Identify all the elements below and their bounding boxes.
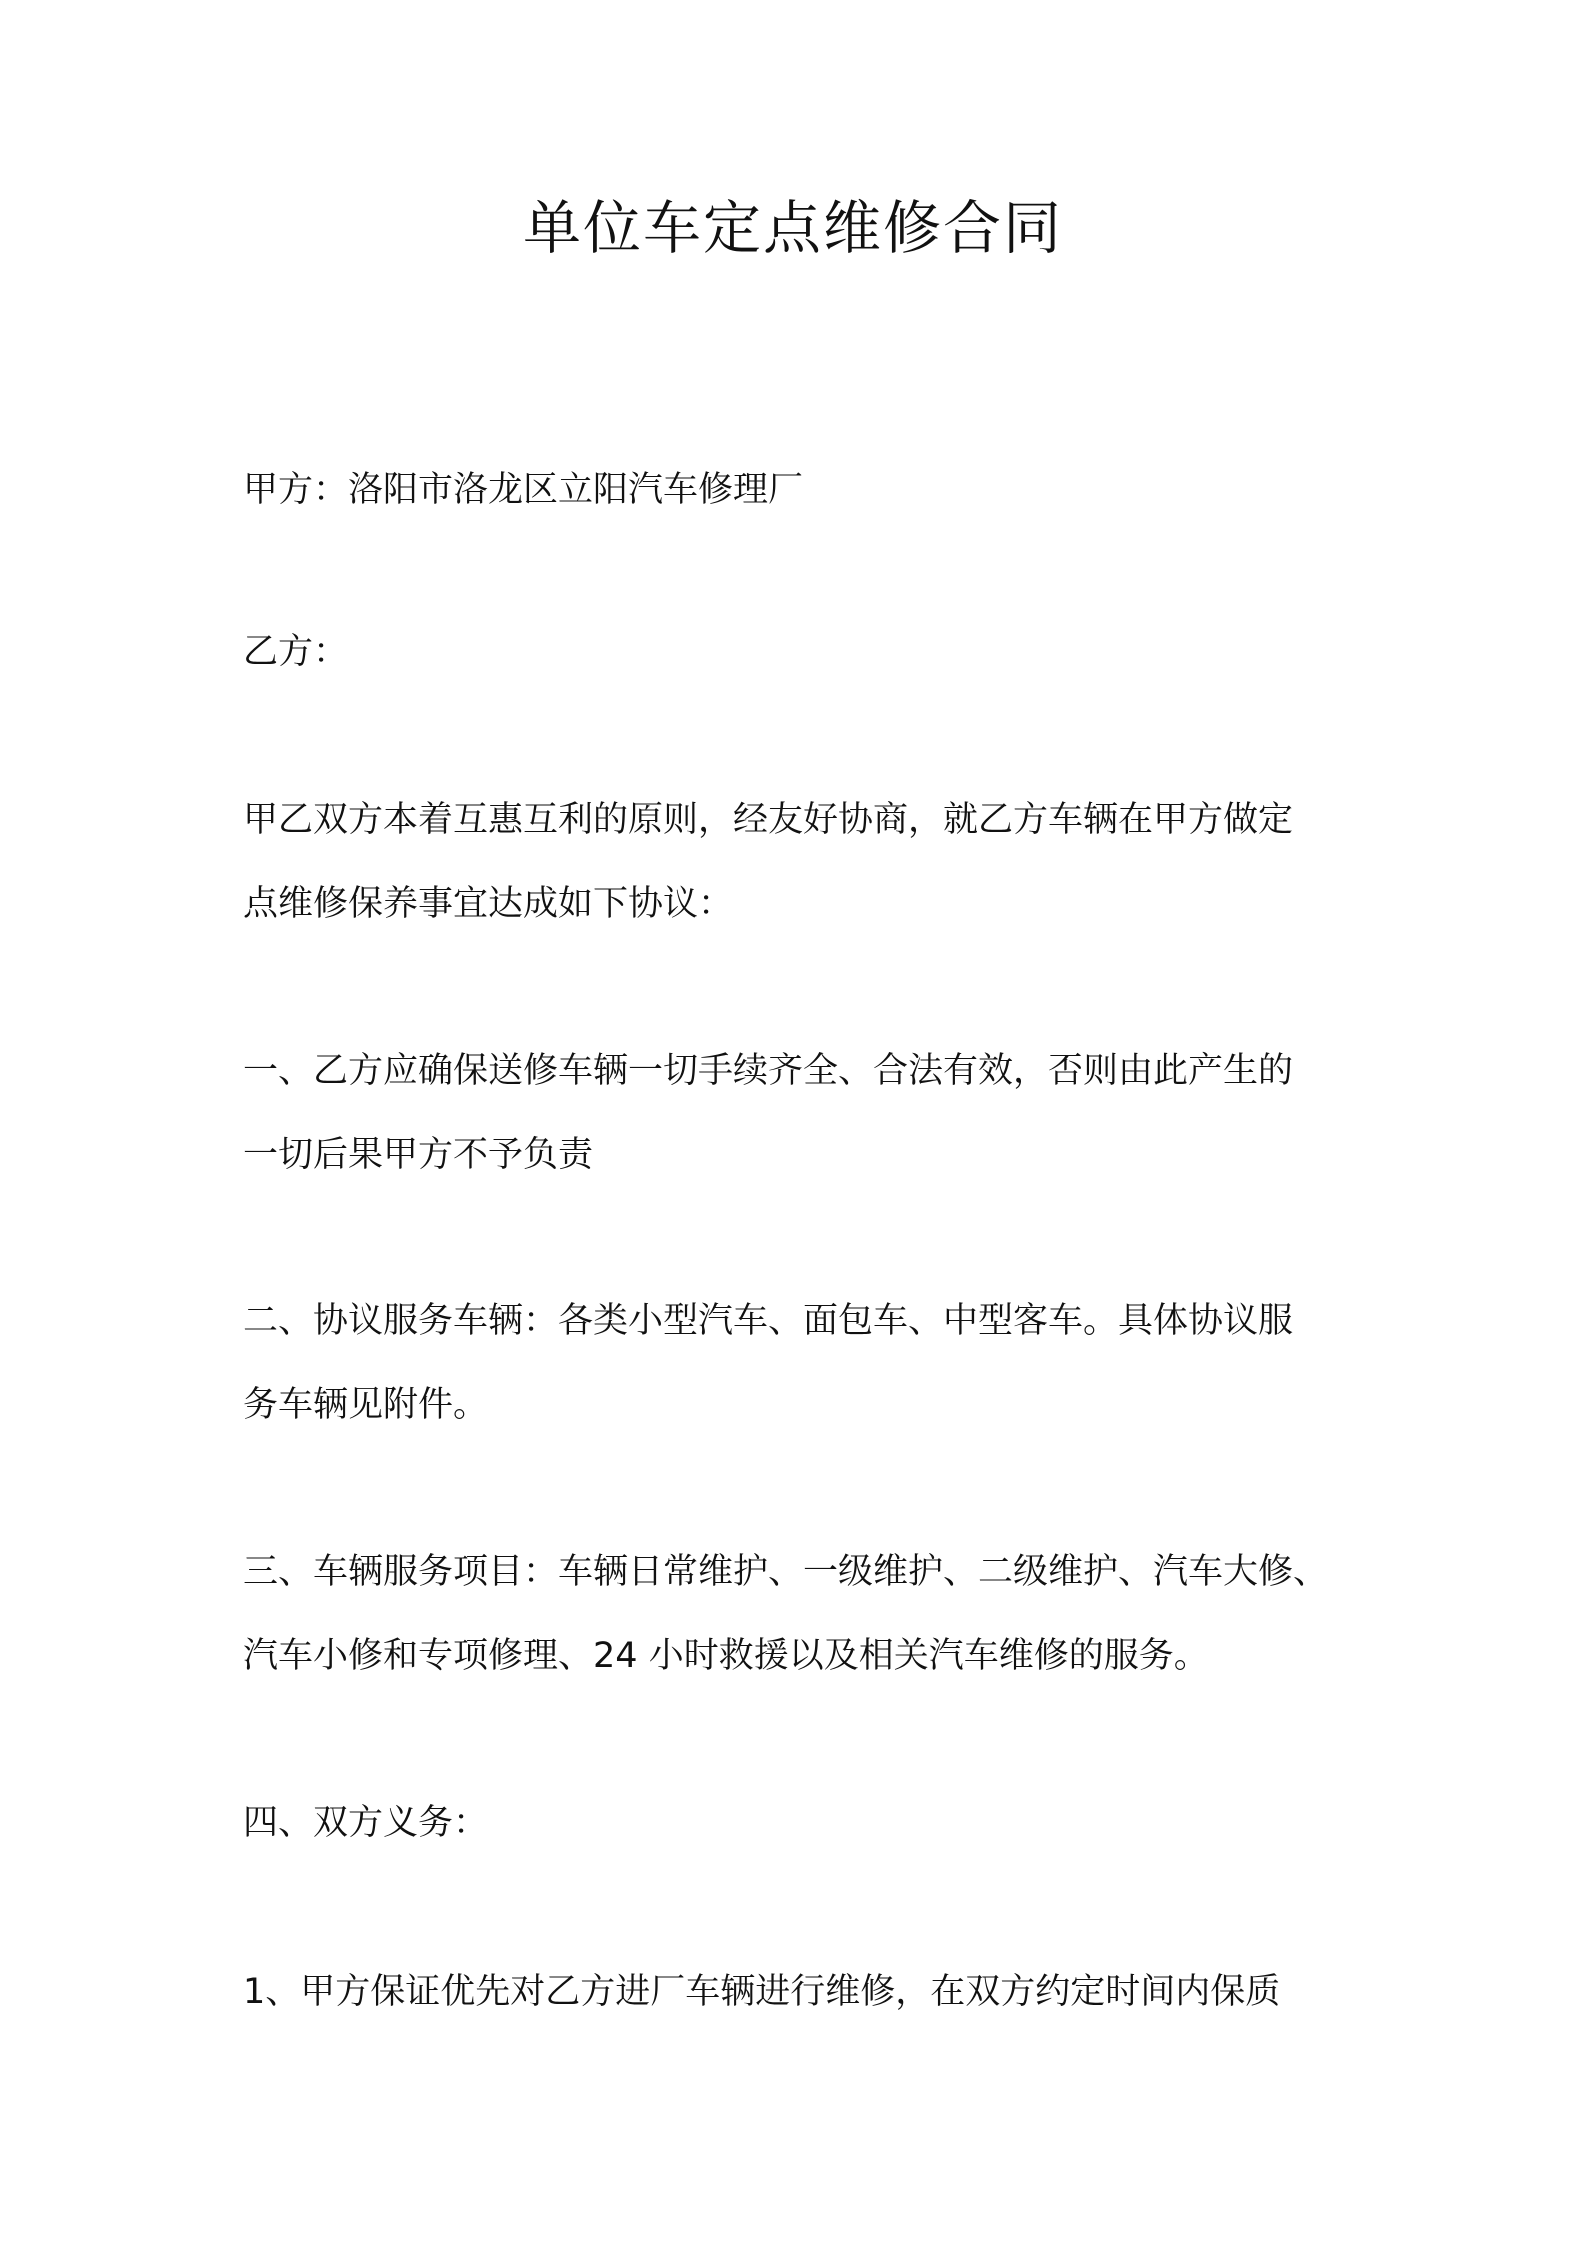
intro-paragraph [243, 778, 1383, 946]
party-b [243, 610, 1383, 694]
clause-4-heading-text: 四、双方义务： [243, 1803, 489, 1843]
clause-3-line-1: 三、车辆服务项目：车辆日常维护、一级维护、二级维护、汽车大修、 [243, 1552, 1329, 1592]
intro-line-2: 点维修保养事宜达成如下协议： [243, 884, 734, 924]
clause-3-line-2-end: 小时救援以及相关汽车维修的服务。 [637, 1636, 1209, 1676]
page-title: 单位车定点维修合同 [522, 194, 1063, 262]
clause-1-line-1: 一、乙方应确保送修车辆一切手续齐全、合法有效，否则由此产生的 [243, 1051, 1294, 1091]
party-b-text: 乙方： [243, 632, 349, 672]
clause-2-line-2: 务车辆见附件。 [243, 1385, 489, 1425]
clause-1-line-2: 一切后果甲方不予负责 [243, 1135, 594, 1175]
clause-4-item-1 [243, 1950, 1383, 2034]
clause-4-item-1-line [243, 1950, 1383, 2034]
clause-4-item-1-number: 1 [243, 1972, 266, 2012]
clause-4-heading [243, 1781, 1383, 1865]
party-a-text: 甲方：洛阳市洛龙区立阳汽车修理厂 [243, 470, 804, 510]
clause-4-item-1-text: 、甲方保证优先对乙方进厂车辆进行维修，在双方约定时间内保质 [265, 1972, 1281, 2012]
party-a [243, 448, 1383, 532]
clause-2-line-1: 二、协议服务车辆：各类小型汽车、面包车、中型客车。具体协议服 [243, 1301, 1294, 1341]
intro-line-1: 甲乙双方本着互惠互利的原则，经友好协商，就乙方车辆在甲方做定 [243, 800, 1294, 840]
clause-1 [243, 1029, 1383, 1197]
clause-2 [243, 1279, 1383, 1447]
clause-3-line-2 [243, 1614, 1383, 1698]
clause-3-line-2-start: 汽车小修和专项修理、 [243, 1636, 594, 1676]
clause-3 [243, 1530, 1383, 1698]
clause-3-hours-number: 24 [593, 1636, 638, 1676]
